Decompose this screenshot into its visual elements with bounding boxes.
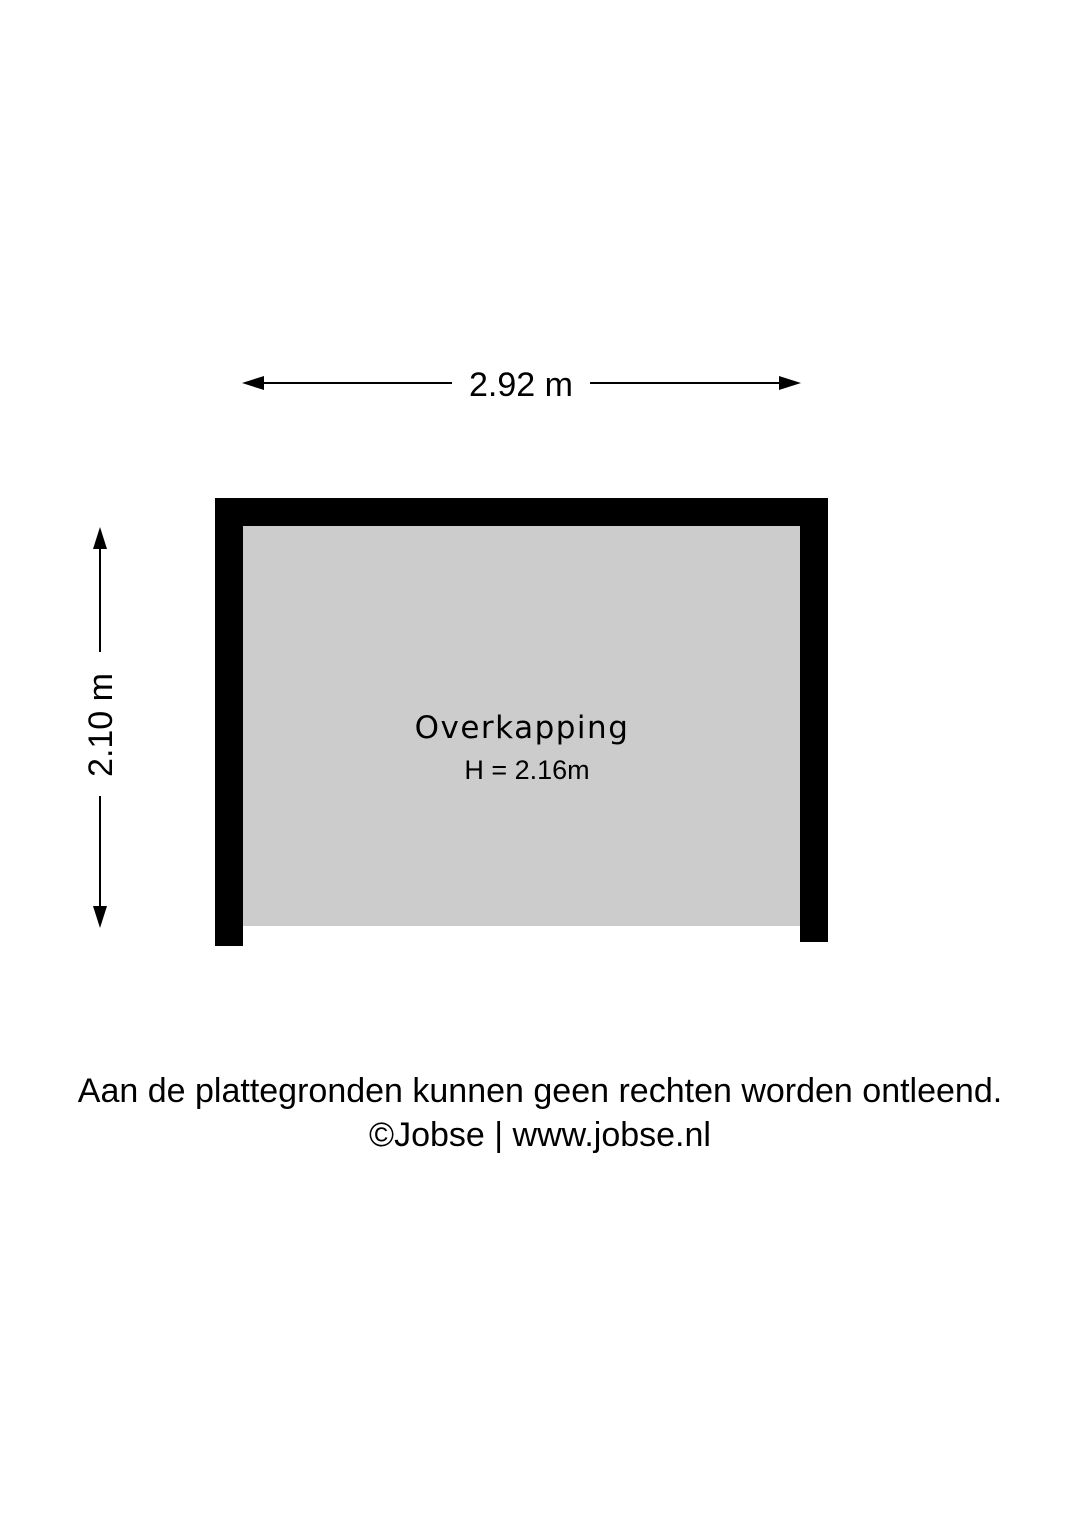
arrow-down-icon bbox=[93, 906, 107, 928]
room-height: H = 2.16m bbox=[464, 755, 590, 785]
wall-right bbox=[800, 498, 828, 942]
width-dimension-label: 2.92 m bbox=[469, 366, 573, 404]
depth-dimension-label: 2.10 m bbox=[82, 673, 120, 777]
arrow-left-icon bbox=[242, 376, 264, 390]
width-dimension bbox=[242, 366, 801, 404]
wall-left bbox=[215, 498, 243, 946]
room-name: Overkapping bbox=[414, 710, 630, 746]
depth-dimension bbox=[82, 527, 120, 928]
copyright-credit: ©Jobse | www.jobse.nl bbox=[369, 1116, 711, 1154]
arrow-right-icon bbox=[779, 376, 801, 390]
wall-top bbox=[215, 498, 828, 526]
arrow-up-icon bbox=[93, 527, 107, 549]
disclaimer-text: Aan de plattegronden kunnen geen rechten worden ontleend. bbox=[77, 1072, 1003, 1110]
